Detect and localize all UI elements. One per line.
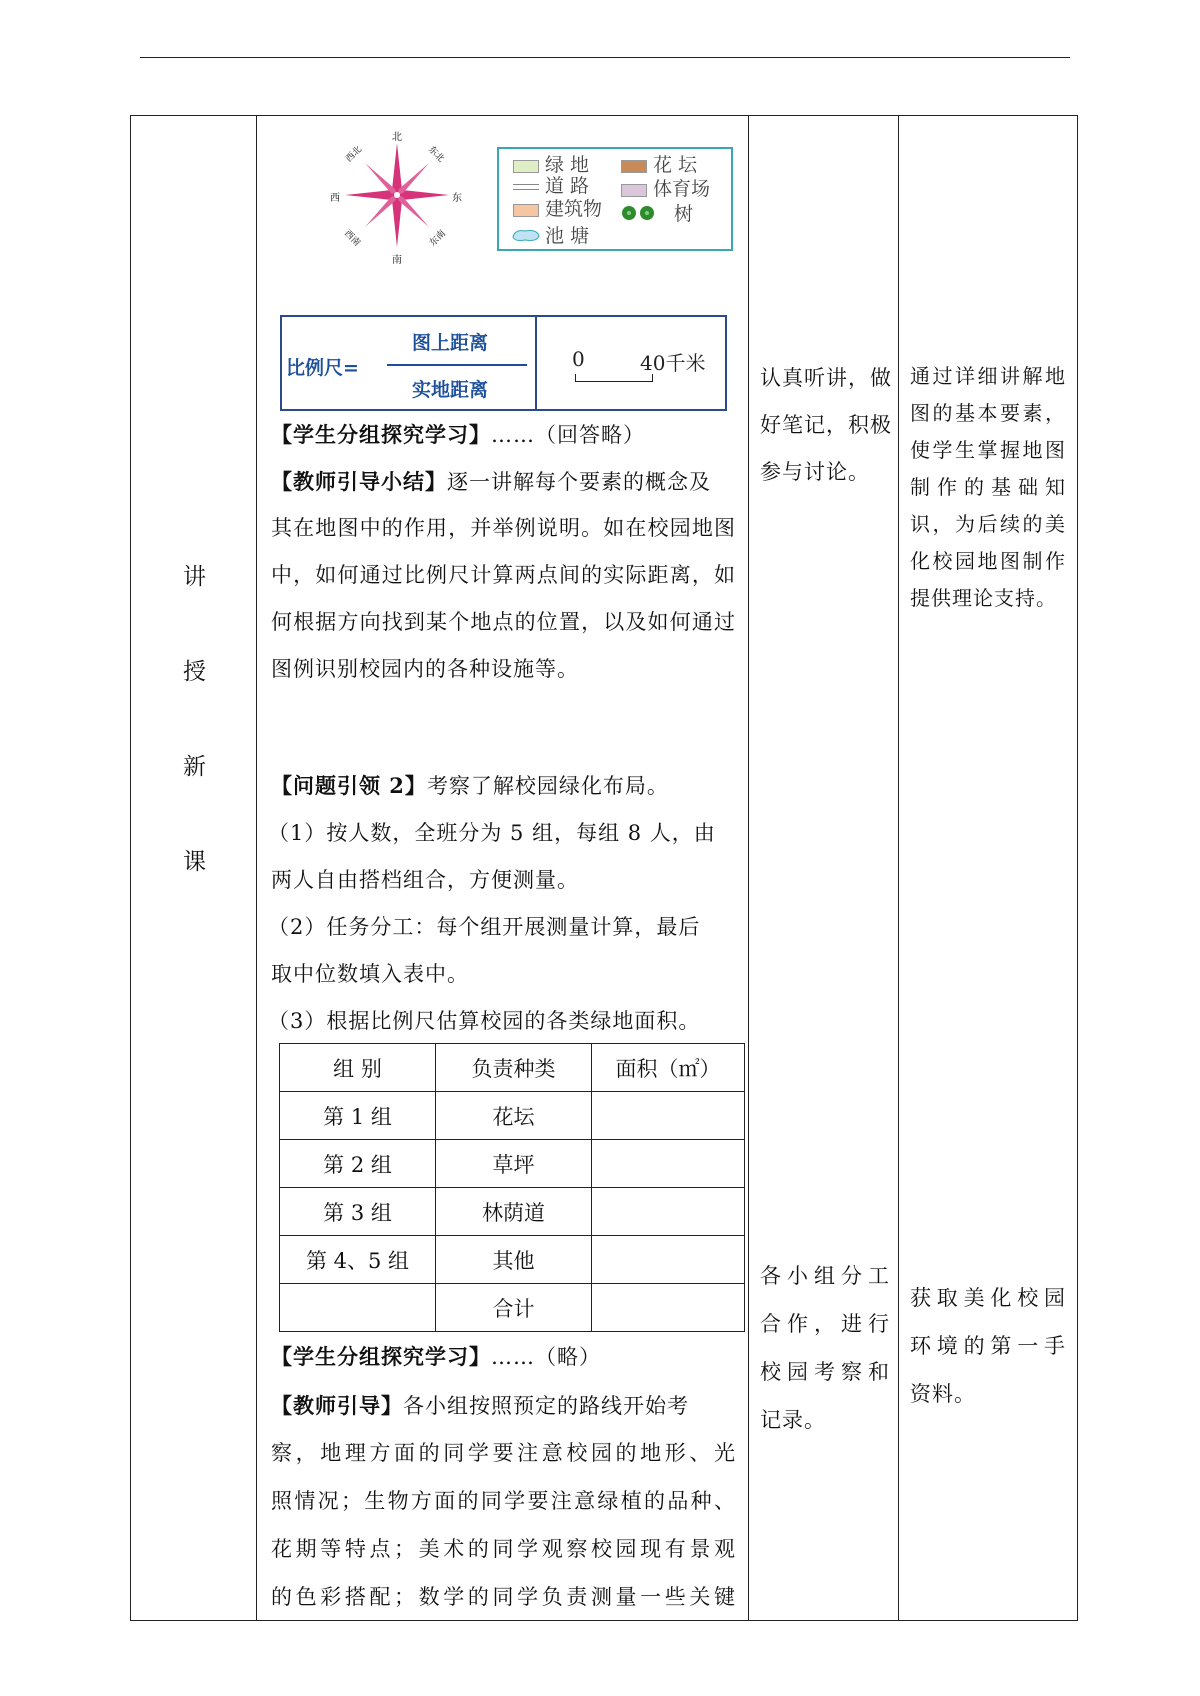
paragraph-line [271, 1395, 689, 1417]
table-cell: 第 4、5 组 [280, 1236, 436, 1284]
paragraph [271, 1346, 601, 1368]
paragraph-text: ……（回答略） [491, 423, 645, 447]
table-row [280, 1284, 745, 1332]
table-cell: 第 3 组 [280, 1188, 436, 1236]
table-cell: 林荫道 [436, 1188, 592, 1236]
table-cell: 草坪 [436, 1140, 592, 1188]
list-item: 取中位数填入表中。 [271, 962, 469, 986]
table-cell: 第 1 组 [280, 1092, 436, 1140]
compass-rose [320, 125, 470, 265]
side-label-char: 讲 [183, 564, 206, 590]
scale-numerator: 图上距离 [412, 332, 489, 354]
paragraph [271, 424, 645, 446]
section-heading: 【学生分组探究学习】 [271, 1344, 491, 1369]
table-cell [280, 1284, 436, 1332]
compass-southeast: 东南 [428, 228, 448, 249]
table-cell [592, 1140, 745, 1188]
legend-label: 道 路 [545, 175, 590, 197]
student-activity-line: 记录。 [760, 1408, 826, 1432]
scale-bar-start: 0 [572, 347, 585, 371]
compass-east: 东 [452, 193, 462, 204]
student-activity-line: 参与讨论。 [760, 460, 870, 484]
table-header-row [280, 1044, 745, 1092]
design-intent-line: 获取美化校园 [910, 1286, 1066, 1310]
paragraph-line: 中，如何通过比例尺计算两点间的实际距离，如 [271, 563, 736, 587]
scale-label: 比例尺= [286, 357, 359, 379]
paragraph-text: 考察了解校园绿化布局。 [426, 774, 669, 798]
compass-northwest: 西北 [344, 144, 364, 165]
design-intent-line: 通过详细讲解地 [910, 364, 1066, 388]
paragraph-line: 何根据方向找到某个地点的位置，以及如何通过 [271, 610, 736, 634]
design-intent-line: 环境的第一手 [910, 1334, 1066, 1358]
legend-label: 池 塘 [545, 225, 590, 247]
flowerbed-swatch-icon [621, 160, 647, 173]
table-cell: 合计 [436, 1284, 592, 1332]
design-intent-line: 制作的基础知 [910, 475, 1066, 499]
compass-star-icon [320, 125, 470, 265]
legend-label: 花 坛 [653, 154, 698, 176]
group-area-table [279, 1043, 745, 1332]
scale-bar-icon [575, 374, 653, 382]
paragraph-line [271, 471, 711, 493]
column-divider [898, 115, 899, 1621]
student-activity-line: 各小组分工 [760, 1264, 890, 1288]
design-intent-line: 资料。 [910, 1382, 976, 1406]
compass-south: 南 [392, 255, 402, 266]
list-item: （3）根据比例尺估算校园的各类绿地面积。 [268, 1009, 701, 1033]
table-cell: 花坛 [436, 1092, 592, 1140]
table-cell: 其他 [436, 1236, 592, 1284]
table-row [280, 1140, 745, 1188]
side-label-char: 课 [183, 849, 206, 875]
table-row [280, 1188, 745, 1236]
tree-icon [621, 205, 655, 225]
paragraph-text: 逐一讲解每个要素的概念及 [447, 470, 711, 494]
design-intent-line: 使学生掌握地图 [910, 438, 1066, 462]
scale-denominator: 实地距离 [412, 379, 489, 401]
paragraph [271, 775, 669, 797]
legend-label: 树 [674, 203, 694, 225]
column-divider [256, 115, 257, 1621]
section-heading: 【问题引领 2】 [271, 773, 427, 798]
scale-divider [535, 317, 537, 409]
student-activity-line: 认真听讲，做 [760, 366, 892, 390]
column-divider [748, 115, 749, 1621]
paragraph-text: 各小组按照预定的路线开始考 [403, 1394, 689, 1418]
table-cell [592, 1236, 745, 1284]
road-line-icon [513, 184, 539, 190]
side-label-char: 新 [183, 754, 206, 780]
design-intent-line: 化校园地图制作 [910, 549, 1066, 573]
table-cell [592, 1092, 745, 1140]
design-intent-line: 图的基本要素， [910, 401, 1066, 425]
header-rule [140, 57, 1070, 58]
legend-label: 建筑物 [545, 198, 603, 220]
table-cell [592, 1284, 745, 1332]
table-cell [592, 1188, 745, 1236]
design-intent-line: 提供理论支持。 [910, 586, 1057, 610]
student-activity-line: 校园考察和 [760, 1360, 890, 1384]
grassland-swatch-icon [513, 160, 539, 173]
paragraph-line: 其在地图中的作用，并举例说明。如在校园地图 [271, 516, 736, 540]
compass-southwest: 西南 [342, 228, 362, 249]
student-activity-line: 合作，进行 [760, 1312, 890, 1336]
paragraph-line: 照情况；生物方面的同学要注意绿植的品种、 [271, 1489, 736, 1513]
section-heading: 【教师引导小结】 [271, 469, 447, 494]
table-row [280, 1236, 745, 1284]
table-row [280, 1092, 745, 1140]
fraction-bar [387, 364, 527, 366]
paragraph-text: ……（略） [491, 1345, 601, 1369]
compass-north: 北 [392, 132, 402, 143]
paragraph-line: 花期等特点；美术的同学观察校园现有景观 [271, 1537, 736, 1561]
stadium-swatch-icon [621, 184, 647, 197]
table-header: 面积（㎡） [592, 1044, 745, 1092]
compass-northeast: 东北 [426, 144, 446, 165]
paragraph-line: 图例识别校园内的各种设施等。 [271, 657, 579, 681]
legend-label: 体育场 [653, 178, 711, 200]
list-item: （1）按人数，全班分为 5 组，每组 8 人，由 [268, 821, 716, 845]
pond-icon [511, 227, 541, 247]
list-item: 两人自由搭档组合，方便测量。 [271, 868, 579, 892]
compass-west: 西 [330, 193, 340, 204]
building-swatch-icon [513, 204, 539, 217]
scale-bar-end: 40千米 [640, 351, 706, 375]
table-header: 负责种类 [436, 1044, 592, 1092]
table-cell: 第 2 组 [280, 1140, 436, 1188]
legend-label: 绿 地 [545, 154, 590, 176]
design-intent-line: 识，为后续的美 [910, 512, 1066, 536]
section-heading: 【教师引导】 [271, 1393, 403, 1418]
paragraph-line: 的色彩搭配；数学的同学负责测量一些关键 [271, 1585, 736, 1609]
scale-diagram [280, 315, 727, 411]
student-activity-line: 好笔记，积极 [760, 413, 892, 437]
paragraph-line: 察，地理方面的同学要注意校园的地形、光 [271, 1441, 736, 1465]
map-legend [497, 147, 733, 251]
section-heading: 【学生分组探究学习】 [271, 422, 491, 447]
list-item: （2）任务分工：每个组开展测量计算，最后 [268, 915, 701, 939]
table-header: 组 别 [280, 1044, 436, 1092]
side-label-char: 授 [183, 659, 206, 685]
